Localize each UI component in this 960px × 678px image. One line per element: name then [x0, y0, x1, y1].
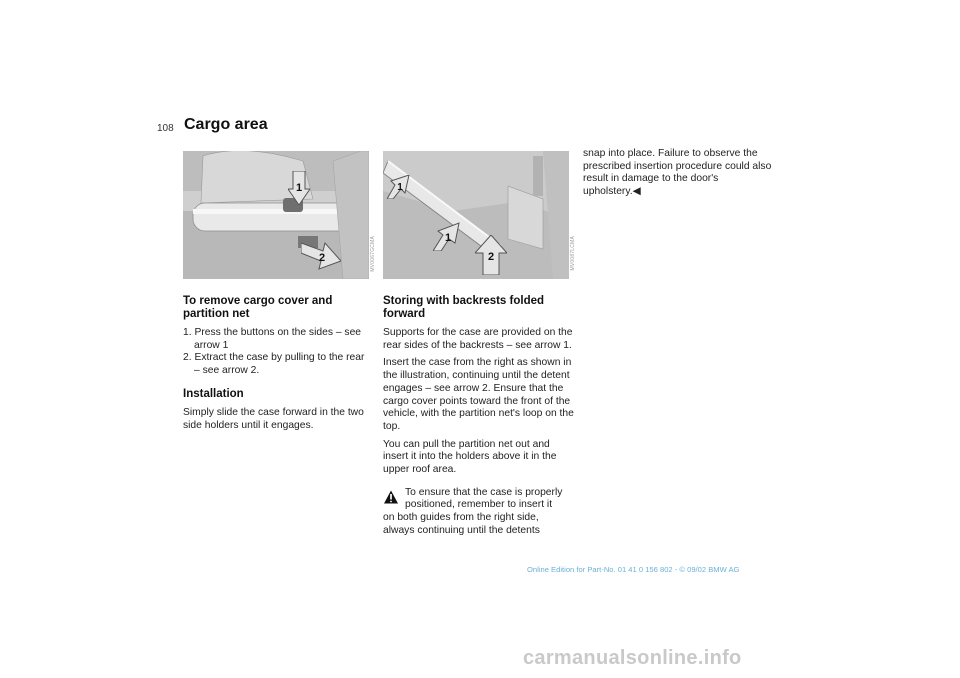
installation-text: Simply slide the case forward in the two side holders until it engages.: [183, 406, 364, 431]
paragraph: Insert the case from the right as shown in the illustration, continuing until the detent engages – see arrow 2. Ensure that the cargo cover points toward the front of the vehicle, with the partition net's loop on the top.: [383, 357, 574, 432]
footer-edition: Online Edition for Part-No. 01 41 0 156 802 - © 09/02 BMW AG: [527, 565, 740, 574]
warning-triangle-icon: [383, 489, 399, 505]
warning-line: on both guides from the right side,: [383, 512, 539, 524]
section-heading-storing: Storing with backrests folded forward: [383, 295, 545, 320]
paragraph: You can pull the partition net out and insert it into the holders above it in the upper roof area.: [383, 438, 557, 476]
watermark: carmanualsonline.info: [523, 647, 742, 669]
arrow-1-label: 1: [295, 182, 303, 194]
arrow-1-down: [288, 171, 310, 205]
figure-storing-folded: [383, 151, 569, 279]
warning-line: positioned, remember to insert it: [405, 499, 553, 511]
continuation-text: snap into place. Failure to observe the prescribed insertion procedure could also result in damage to the door's upholstery.◀: [583, 148, 772, 198]
page-title: Cargo area: [184, 116, 268, 133]
arrow-2-label: 2: [318, 252, 326, 264]
left-column: [183, 295, 373, 437]
arrow-1-label: 1: [444, 232, 452, 244]
arrow-1-upper: [387, 175, 415, 199]
section-heading-installation: Installation: [183, 387, 244, 400]
figure-code: MV0067GCMA: [370, 236, 376, 272]
middle-column: [383, 295, 575, 538]
step-2: 2. Extract the case by pulling to the rear – see arrow 2.: [183, 352, 365, 377]
warning-note: [383, 487, 575, 538]
paragraph: Supports for the case are provided on the rear sides of the backrests – see arrow 1.: [383, 327, 573, 351]
arrow-1-lower: [433, 221, 463, 251]
right-column: [583, 148, 773, 204]
arrow-1-label: 1: [397, 182, 403, 193]
warning-line: To ensure that the case is properly: [405, 486, 563, 498]
section-heading-remove: To remove cargo cover and partition net: [183, 295, 333, 320]
arrow-2-label: 2: [487, 251, 495, 263]
figure-code: MV0087LCMA: [570, 236, 576, 271]
figure-remove-cargo-cover: [183, 151, 369, 279]
step-1: 1. Press the buttons on the sides – see arrow 1: [183, 327, 362, 351]
arrow-2-insert: [475, 235, 507, 275]
arrow-2-pull: [301, 237, 341, 271]
warning-line: always continuing until the detents: [383, 524, 540, 536]
page-number: 108: [157, 123, 174, 134]
cargo-cover-illustration: [183, 151, 369, 279]
